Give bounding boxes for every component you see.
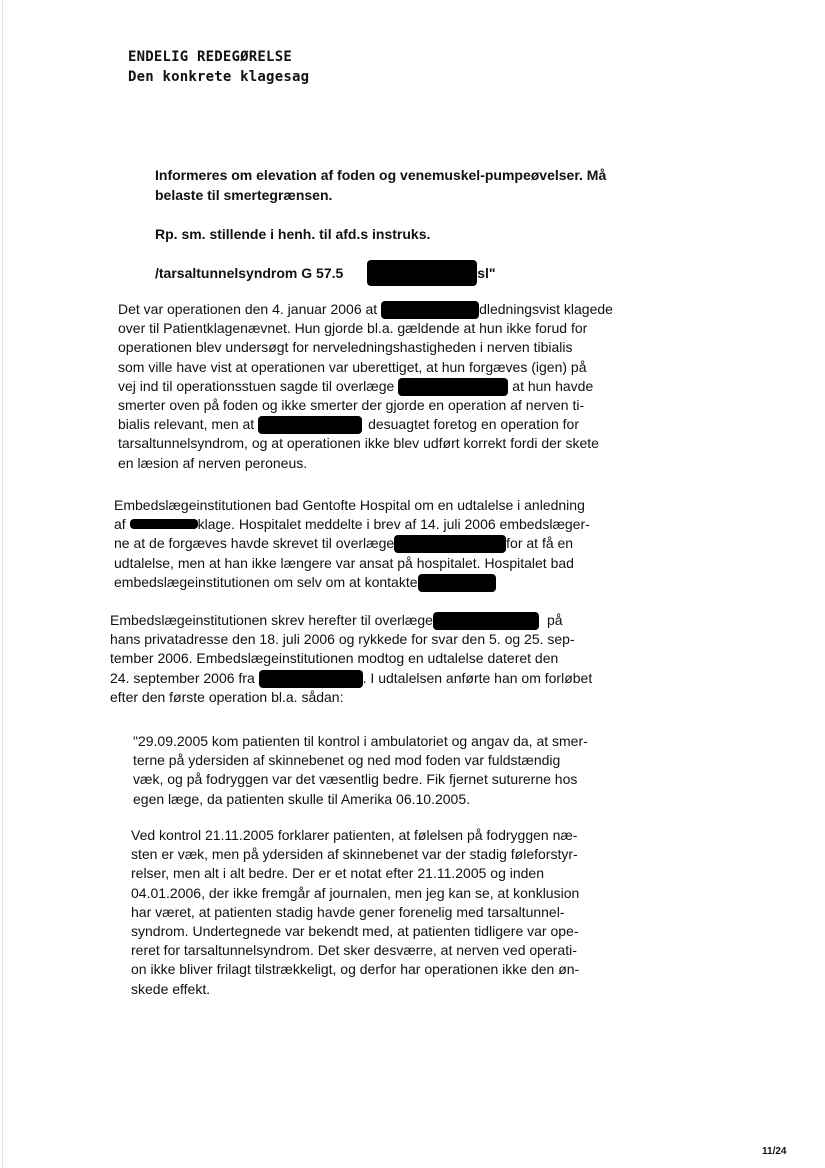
text-line: tarsaltunnelsyndrom, og at operationen ikke blev udført korrekt fordi der skete bbox=[118, 435, 599, 452]
text-line: hans privatadresse den 18. juli 2006 og rykkede for svar den 5. og 25. sep- bbox=[110, 631, 575, 648]
text-line: sten er væk, men på ydersiden af skinnebenet var der stadig føleforstyr- bbox=[131, 846, 578, 863]
text-line bbox=[114, 515, 590, 534]
text-line: udtalelse, men at han ikke længere var ansat på hospitalet. Hospitalet bad bbox=[114, 554, 574, 571]
instruction-elevation: Informeres om elevation af foden og venemuskel-pumpeøvelser. Må belaste til smertegrænsen. bbox=[155, 167, 607, 203]
text-line: "29.09.2005 kom patienten til kontrol i ambulatoriet og angav da, at smer- bbox=[133, 733, 588, 749]
text-fragment: 24. september 2006 fra bbox=[110, 669, 255, 686]
text-line: over til Patientklagenævnet. Hun gjorde bl.a. gældende at hun ikke forud for bbox=[118, 320, 588, 337]
text-line bbox=[114, 573, 590, 592]
text-fragment: embedslægeinstitutionen om selv om at kontakte bbox=[114, 573, 418, 590]
quoted-statement-part1 bbox=[133, 732, 588, 809]
text-line: 04.01.2006, der ikke fremgår af journalen, men jeg kan se, at konklusion bbox=[131, 884, 580, 901]
text-line bbox=[114, 534, 590, 553]
text-line bbox=[110, 611, 592, 630]
diagnosis-line bbox=[155, 260, 496, 286]
document-title: ENDELIG REDEGØRELSE bbox=[128, 49, 292, 65]
paragraph-complaint bbox=[118, 300, 613, 473]
diagnosis-tail: sl" bbox=[477, 265, 496, 281]
text-line: Ved kontrol 21.11.2005 forklarer patienten, at følelsen på fodryggen næ- bbox=[131, 827, 578, 843]
text-line: tember 2006. Embedslægeinstitutionen modtog en udtalelse dateret den bbox=[110, 650, 559, 667]
text-fragment: dledningsvist klagede bbox=[479, 301, 613, 317]
text-line: relser, men alt i alt bedre. Der er et notat efter 21.11.2005 og inden bbox=[131, 865, 544, 882]
text-fragment: at hun havde bbox=[512, 377, 594, 394]
redaction-block bbox=[433, 612, 539, 630]
text-fragment: Det var operationen den 4. januar 2006 at bbox=[118, 301, 378, 317]
text-line bbox=[118, 415, 613, 434]
text-fragment: for at få en bbox=[506, 535, 574, 552]
text-line: syndrom. Undertegnede var bekendt med, at patienten tidligere var ope- bbox=[131, 923, 579, 940]
text-fragment: bialis relevant, men at bbox=[118, 416, 255, 433]
text-line: en læsion af nerven peroneus. bbox=[118, 454, 308, 471]
text-fragment: . I udtalelsen anførte han om forløbet bbox=[362, 669, 593, 686]
text-line: smerter oven på foden og ikke smerter der gjorde en operation af nerven ti- bbox=[118, 397, 585, 414]
text-line: operationen blev undersøgt for nerveledningshastigheden i nerven tibialis bbox=[118, 339, 573, 356]
text-line: Embedslægeinstitutionen bad Gentofte Hospital om en udtalelse i anledning bbox=[114, 497, 585, 513]
redaction-block bbox=[130, 519, 198, 529]
paragraph-letter bbox=[110, 611, 592, 707]
text-fragment: af bbox=[114, 516, 126, 533]
text-fragment: klage. Hospitalet meddelte i brev af 14. juli 2006 embedslæger- bbox=[197, 516, 590, 533]
text-fragment: ne at de forgæves havde skrevet til overlæge bbox=[114, 535, 395, 552]
text-line bbox=[118, 377, 613, 396]
text-line: har været, at patienten stadig havde gener forenelig med tarsaltunnel- bbox=[131, 903, 565, 920]
redaction-block bbox=[259, 670, 363, 688]
text-line: reret for tarsaltunnelsyndrom. Det sker desværre, at nerven ved operati- bbox=[131, 942, 577, 959]
scan-edge-line bbox=[2, 0, 3, 1168]
text-line: skede effekt. bbox=[131, 980, 211, 997]
redaction-block bbox=[367, 260, 477, 286]
redaction-block bbox=[398, 378, 508, 396]
page-number: 11/24 bbox=[762, 1146, 787, 1157]
redaction-block bbox=[418, 574, 496, 592]
text-fragment: desuagtet foretog en operation for bbox=[368, 416, 580, 433]
text-line: som ville have vist at operationen var uberettiget, at hun forgæves (igen) på bbox=[118, 358, 587, 375]
text-line: egen læge, da patienten skulle til Amerika 06.10.2005. bbox=[133, 790, 471, 807]
text-line: terne på ydersiden af skinnebenet og ned mod foden var fuldstændig bbox=[133, 752, 561, 769]
quoted-statement-part2 bbox=[131, 826, 579, 999]
diagnosis-text: /tarsaltunnelsyndrom G 57.5 bbox=[155, 265, 344, 281]
redaction-block bbox=[258, 416, 362, 434]
text-line bbox=[110, 669, 592, 688]
document-subtitle: Den konkrete klagesag bbox=[128, 69, 310, 85]
document-header bbox=[128, 47, 309, 87]
text-line: væk, og på fodryggen var det væsentlig bedre. Fik fjernet suturerne hos bbox=[133, 771, 578, 788]
text-line bbox=[118, 300, 613, 319]
text-line: efter den første operation bl.a. sådan: bbox=[110, 688, 344, 705]
text-fragment: på bbox=[546, 612, 563, 628]
paragraph-hospital-statement bbox=[114, 496, 590, 592]
redaction-block bbox=[381, 301, 479, 319]
text-line: on ikke bliver frilagt tilstrækkeligt, og derfor har operationen ikke den øn- bbox=[131, 961, 580, 978]
redaction-block bbox=[394, 535, 506, 553]
text-fragment: Embedslægeinstitutionen skrev herefter til overlæge bbox=[110, 612, 433, 628]
text-fragment: vej ind til operationsstuen sagde til overlæge bbox=[118, 377, 395, 394]
instruction-prescription: Rp. sm. stillende i henh. til afd.s instruks. bbox=[155, 226, 431, 242]
